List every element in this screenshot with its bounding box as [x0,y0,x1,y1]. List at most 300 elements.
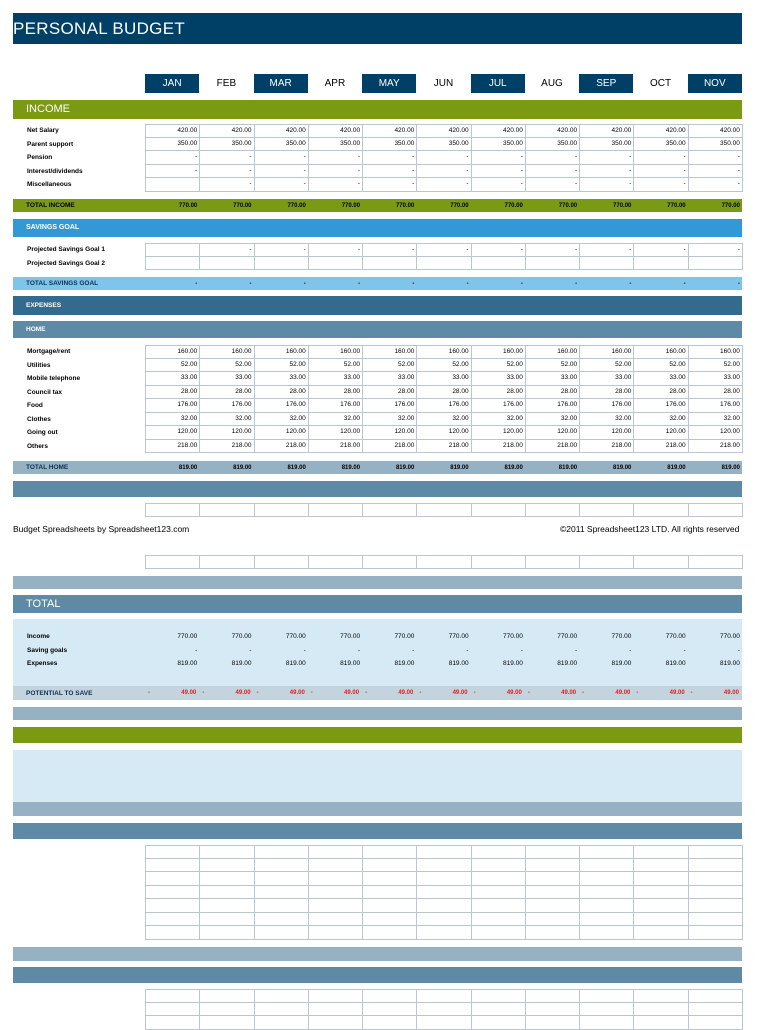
table-cell[interactable]: 52.00 [255,359,309,372]
table-cell[interactable]: - [472,151,526,164]
table-cell[interactable]: 420.00 [580,125,634,137]
table-cell[interactable] [146,504,200,516]
table-cell[interactable]: 160.00 [200,346,254,358]
table-cell[interactable] [146,257,200,270]
table-cell[interactable]: 420.00 [255,125,309,137]
table-cell[interactable]: 33.00 [309,372,363,385]
table-cell[interactable]: - [526,178,580,191]
table-cell[interactable] [363,899,417,912]
table-cell[interactable]: 218.00 [580,440,634,453]
table-cell[interactable] [634,556,688,568]
table-cell[interactable] [526,1016,580,1029]
table-cell[interactable]: 218.00 [472,440,526,453]
table-cell[interactable] [634,899,688,912]
table-cell[interactable] [634,1016,688,1029]
table-cell[interactable] [689,257,743,270]
table-cell[interactable]: 28.00 [255,386,309,399]
table-cell[interactable] [689,926,743,939]
table-cell[interactable]: 350.00 [689,138,743,151]
table-cell[interactable] [363,257,417,270]
table-cell[interactable]: 176.00 [255,399,309,412]
table-cell[interactable] [200,1016,254,1029]
table-cell[interactable] [526,990,580,1002]
table-cell[interactable]: 420.00 [309,125,363,137]
table-cell[interactable]: 350.00 [363,138,417,151]
table-cell[interactable] [255,872,309,885]
table-cell[interactable]: - [689,151,743,164]
table-cell[interactable] [200,913,254,926]
table-cell[interactable] [634,859,688,872]
table-cell[interactable] [472,899,526,912]
table-cell[interactable]: 420.00 [472,125,526,137]
table-cell[interactable]: - [580,244,634,256]
table-cell[interactable]: 176.00 [472,399,526,412]
table-cell[interactable]: - [363,151,417,164]
table-cell[interactable]: - [689,178,743,191]
table-cell[interactable] [689,899,743,912]
table-cell[interactable]: 120.00 [363,426,417,439]
table-cell[interactable]: 32.00 [309,413,363,426]
table-cell[interactable]: 33.00 [146,372,200,385]
table-cell[interactable]: 32.00 [200,413,254,426]
table-cell[interactable] [255,504,309,516]
table-cell[interactable]: - [580,178,634,191]
table-cell[interactable]: 52.00 [417,359,471,372]
table-cell[interactable] [526,899,580,912]
table-cell[interactable] [689,1016,743,1029]
table-cell[interactable]: 32.00 [363,413,417,426]
table-cell[interactable]: 33.00 [363,372,417,385]
table-cell[interactable] [200,257,254,270]
table-cell[interactable]: 52.00 [363,359,417,372]
table-cell[interactable]: 420.00 [417,125,471,137]
table-cell[interactable] [200,504,254,516]
table-cell[interactable]: - [634,151,688,164]
table-cell[interactable]: - [363,178,417,191]
table-cell[interactable] [526,1003,580,1016]
table-cell[interactable] [472,886,526,899]
table-cell[interactable]: - [526,151,580,164]
table-cell[interactable] [689,859,743,872]
table-cell[interactable] [255,1003,309,1016]
table-cell[interactable] [526,846,580,858]
table-cell[interactable]: 33.00 [526,372,580,385]
table-cell[interactable]: 32.00 [472,413,526,426]
table-cell[interactable] [146,899,200,912]
table-cell[interactable]: - [634,178,688,191]
table-cell[interactable] [309,257,363,270]
table-cell[interactable]: 218.00 [689,440,743,453]
table-cell[interactable] [472,257,526,270]
table-cell[interactable] [580,899,634,912]
table-cell[interactable]: 28.00 [689,386,743,399]
table-cell[interactable]: 160.00 [472,346,526,358]
table-cell[interactable]: 176.00 [580,399,634,412]
table-cell[interactable] [526,872,580,885]
table-cell[interactable]: 160.00 [526,346,580,358]
table-cell[interactable]: 52.00 [146,359,200,372]
table-cell[interactable] [417,1003,471,1016]
table-cell[interactable]: - [309,151,363,164]
table-cell[interactable] [363,859,417,872]
table-cell[interactable]: 176.00 [526,399,580,412]
table-cell[interactable]: 32.00 [255,413,309,426]
table-cell[interactable]: - [146,151,200,164]
table-cell[interactable] [255,899,309,912]
table-cell[interactable] [526,926,580,939]
table-cell[interactable]: 350.00 [472,138,526,151]
table-cell[interactable]: - [200,165,254,178]
table-cell[interactable] [363,1003,417,1016]
table-cell[interactable] [580,913,634,926]
table-cell[interactable]: - [634,244,688,256]
table-cell[interactable]: 160.00 [580,346,634,358]
table-cell[interactable]: 176.00 [200,399,254,412]
table-cell[interactable] [146,913,200,926]
table-cell[interactable]: 176.00 [689,399,743,412]
table-cell[interactable] [255,556,309,568]
table-cell[interactable] [580,556,634,568]
table-cell[interactable] [146,556,200,568]
table-cell[interactable] [417,886,471,899]
table-cell[interactable] [146,178,200,191]
table-cell[interactable]: - [363,244,417,256]
table-cell[interactable]: 218.00 [309,440,363,453]
table-cell[interactable]: - [472,244,526,256]
table-cell[interactable] [526,913,580,926]
table-cell[interactable]: 32.00 [526,413,580,426]
table-cell[interactable] [580,926,634,939]
table-cell[interactable] [580,1003,634,1016]
table-cell[interactable]: - [309,244,363,256]
table-cell[interactable]: 32.00 [634,413,688,426]
table-cell[interactable]: - [580,165,634,178]
table-cell[interactable] [255,990,309,1002]
table-cell[interactable]: 420.00 [526,125,580,137]
table-cell[interactable]: 33.00 [417,372,471,385]
table-cell[interactable] [309,913,363,926]
table-cell[interactable]: 32.00 [689,413,743,426]
table-cell[interactable] [309,899,363,912]
table-cell[interactable]: 160.00 [634,346,688,358]
table-cell[interactable] [363,556,417,568]
table-cell[interactable]: 350.00 [417,138,471,151]
table-cell[interactable] [309,1016,363,1029]
table-cell[interactable]: - [580,151,634,164]
table-cell[interactable]: 160.00 [689,346,743,358]
table-cell[interactable]: - [472,165,526,178]
table-cell[interactable]: - [309,165,363,178]
table-cell[interactable]: 420.00 [200,125,254,137]
table-cell[interactable] [472,913,526,926]
table-cell[interactable]: 33.00 [689,372,743,385]
table-cell[interactable]: 350.00 [146,138,200,151]
table-cell[interactable]: 52.00 [580,359,634,372]
table-cell[interactable] [363,926,417,939]
table-cell[interactable] [200,1003,254,1016]
table-cell[interactable] [472,846,526,858]
table-cell[interactable]: 218.00 [146,440,200,453]
table-cell[interactable] [146,926,200,939]
table-cell[interactable]: 120.00 [526,426,580,439]
table-cell[interactable]: - [255,165,309,178]
table-cell[interactable]: 28.00 [580,386,634,399]
table-cell[interactable] [580,846,634,858]
table-cell[interactable] [580,1016,634,1029]
table-cell[interactable]: 120.00 [146,426,200,439]
table-cell[interactable]: 160.00 [363,346,417,358]
table-cell[interactable] [689,913,743,926]
table-cell[interactable] [255,257,309,270]
table-cell[interactable] [580,859,634,872]
table-cell[interactable] [309,846,363,858]
table-cell[interactable]: 33.00 [580,372,634,385]
table-cell[interactable] [146,990,200,1002]
table-cell[interactable]: 218.00 [200,440,254,453]
table-cell[interactable] [689,990,743,1002]
table-cell[interactable] [363,886,417,899]
table-cell[interactable] [634,872,688,885]
table-cell[interactable] [526,556,580,568]
table-cell[interactable]: - [472,178,526,191]
table-cell[interactable]: - [363,165,417,178]
total-value: 819.00 [558,464,578,471]
table-cell[interactable]: 28.00 [417,386,471,399]
table-cell[interactable]: - [255,178,309,191]
table-cell[interactable] [255,886,309,899]
table-cell[interactable]: 52.00 [472,359,526,372]
table-cell[interactable] [689,556,743,568]
table-cell[interactable]: 176.00 [146,399,200,412]
table-cell[interactable]: 52.00 [634,359,688,372]
table-cell[interactable]: 350.00 [526,138,580,151]
table-cell[interactable] [309,886,363,899]
table-cell[interactable] [200,899,254,912]
table-cell[interactable] [580,504,634,516]
table-cell[interactable]: 176.00 [309,399,363,412]
table-cell[interactable] [146,846,200,858]
table-cell[interactable] [526,504,580,516]
table-cell[interactable] [526,886,580,899]
table-cell[interactable] [526,257,580,270]
table-cell[interactable] [309,1003,363,1016]
table-cell[interactable] [200,886,254,899]
table-cell[interactable]: 52.00 [309,359,363,372]
table-cell[interactable]: 28.00 [146,386,200,399]
table-cell[interactable] [255,1016,309,1029]
table-cell[interactable]: 52.00 [200,359,254,372]
table-cell[interactable]: 28.00 [634,386,688,399]
month-sep: SEP [579,74,633,93]
table-cell[interactable]: - [146,165,200,178]
table-cell[interactable]: 218.00 [255,440,309,453]
table-cell[interactable] [634,1003,688,1016]
table-cell[interactable]: 160.00 [309,346,363,358]
table-cell[interactable] [255,846,309,858]
table-cell[interactable]: 350.00 [634,138,688,151]
table-cell[interactable] [200,846,254,858]
table-cell[interactable] [417,504,471,516]
table-cell[interactable] [417,846,471,858]
table-cell[interactable] [417,257,471,270]
table-cell[interactable] [146,1003,200,1016]
table-cell[interactable]: 420.00 [689,125,743,137]
table-cell[interactable] [417,859,471,872]
table-cell[interactable] [689,1003,743,1016]
table-cell[interactable]: 218.00 [634,440,688,453]
table-cell[interactable] [200,926,254,939]
table-cell[interactable] [309,859,363,872]
table-cell[interactable] [200,556,254,568]
table-cell[interactable]: 120.00 [200,426,254,439]
table-cell[interactable] [363,990,417,1002]
table-cell[interactable] [309,556,363,568]
table-cell[interactable] [689,872,743,885]
table-cell[interactable] [146,859,200,872]
table-cell[interactable]: - [200,151,254,164]
table-cell[interactable] [417,872,471,885]
table-cell[interactable] [309,926,363,939]
table-cell[interactable]: 52.00 [689,359,743,372]
table-cell[interactable] [417,899,471,912]
table-cell[interactable]: 120.00 [634,426,688,439]
table-cell[interactable] [255,926,309,939]
table-cell[interactable] [363,846,417,858]
table-cell[interactable] [634,504,688,516]
table-cell[interactable]: - [526,244,580,256]
table-cell[interactable] [417,556,471,568]
table-cell[interactable]: 52.00 [526,359,580,372]
table-cell[interactable]: 28.00 [472,386,526,399]
table-cell[interactable] [689,504,743,516]
table-cell[interactable]: 33.00 [472,372,526,385]
table-cell[interactable]: 120.00 [417,426,471,439]
table-cell[interactable]: - [255,244,309,256]
table-cell[interactable] [255,859,309,872]
table-cell[interactable] [146,872,200,885]
table-cell[interactable]: 350.00 [309,138,363,151]
table-cell[interactable] [580,990,634,1002]
table-cell[interactable]: - [689,244,743,256]
table-cell[interactable] [634,886,688,899]
table-cell[interactable]: 350.00 [255,138,309,151]
table-cell[interactable] [634,913,688,926]
table-cell[interactable]: 176.00 [363,399,417,412]
table-cell[interactable]: 32.00 [146,413,200,426]
table-cell[interactable]: 160.00 [255,346,309,358]
table-cell[interactable]: - [417,151,471,164]
table-cell[interactable]: 160.00 [417,346,471,358]
table-cell[interactable] [255,913,309,926]
table-cell[interactable] [417,990,471,1002]
table-cell[interactable] [417,913,471,926]
table-cell[interactable] [580,886,634,899]
table-cell[interactable]: 33.00 [200,372,254,385]
table-cell[interactable] [472,1016,526,1029]
table-cell[interactable]: 176.00 [634,399,688,412]
table-cell[interactable]: 120.00 [580,426,634,439]
table-cell[interactable]: - [200,178,254,191]
table-cell[interactable]: 32.00 [417,413,471,426]
table-cell[interactable]: 120.00 [472,426,526,439]
table-cell[interactable] [200,872,254,885]
table-cell[interactable]: 218.00 [363,440,417,453]
table-cell[interactable]: - [689,165,743,178]
table-cell[interactable]: 420.00 [146,125,200,137]
table-cell[interactable] [146,1016,200,1029]
table-cell[interactable] [200,859,254,872]
table-cell[interactable] [472,504,526,516]
table-cell[interactable]: - [417,178,471,191]
table-cell[interactable]: - [417,244,471,256]
table-cell[interactable]: 218.00 [417,440,471,453]
table-cell[interactable]: - [200,244,254,256]
table-cell[interactable] [634,926,688,939]
table-cell[interactable] [580,872,634,885]
table-cell[interactable] [363,1016,417,1029]
table-cell[interactable]: 160.00 [146,346,200,358]
table-cell[interactable] [472,990,526,1002]
table-cell[interactable]: 218.00 [526,440,580,453]
table-cell[interactable]: 28.00 [526,386,580,399]
table-cell[interactable] [472,926,526,939]
table-cell[interactable]: 33.00 [255,372,309,385]
table-cell[interactable] [472,1003,526,1016]
table-cell[interactable]: 120.00 [689,426,743,439]
table-cell[interactable] [363,913,417,926]
table-cell[interactable]: 32.00 [580,413,634,426]
table-cell[interactable] [309,990,363,1002]
table-cell[interactable] [634,990,688,1002]
table-cell[interactable] [634,257,688,270]
table-cell[interactable] [526,859,580,872]
table-cell[interactable] [417,1016,471,1029]
table-cell[interactable]: - [309,178,363,191]
table-cell[interactable]: 28.00 [309,386,363,399]
table-cell[interactable]: - [255,151,309,164]
table-cell[interactable]: 33.00 [634,372,688,385]
table-cell[interactable] [146,244,200,256]
table-cell[interactable] [472,556,526,568]
table-cell[interactable] [689,846,743,858]
table-cell[interactable] [417,926,471,939]
table-cell[interactable] [309,504,363,516]
total-value: - [412,280,415,287]
table-cell[interactable]: 350.00 [580,138,634,151]
table-cell[interactable]: 350.00 [200,138,254,151]
table-cell[interactable]: 120.00 [309,426,363,439]
table-cell[interactable]: 28.00 [200,386,254,399]
table-cell[interactable]: - [634,165,688,178]
table-cell[interactable]: 28.00 [363,386,417,399]
table-cell[interactable]: 420.00 [363,125,417,137]
table-cell[interactable]: - [417,165,471,178]
table-cell[interactable] [472,859,526,872]
table-cell[interactable] [200,990,254,1002]
table-cell[interactable]: 176.00 [417,399,471,412]
table-cell[interactable]: 420.00 [634,125,688,137]
table-cell[interactable] [309,872,363,885]
table-cell[interactable] [689,886,743,899]
table-cell[interactable]: - [526,165,580,178]
table-cell[interactable] [363,872,417,885]
table-cell[interactable] [580,257,634,270]
table-cell[interactable] [363,504,417,516]
table-cell[interactable] [634,846,688,858]
table-cell[interactable]: 120.00 [255,426,309,439]
table-cell[interactable] [472,872,526,885]
table-cell[interactable] [146,886,200,899]
